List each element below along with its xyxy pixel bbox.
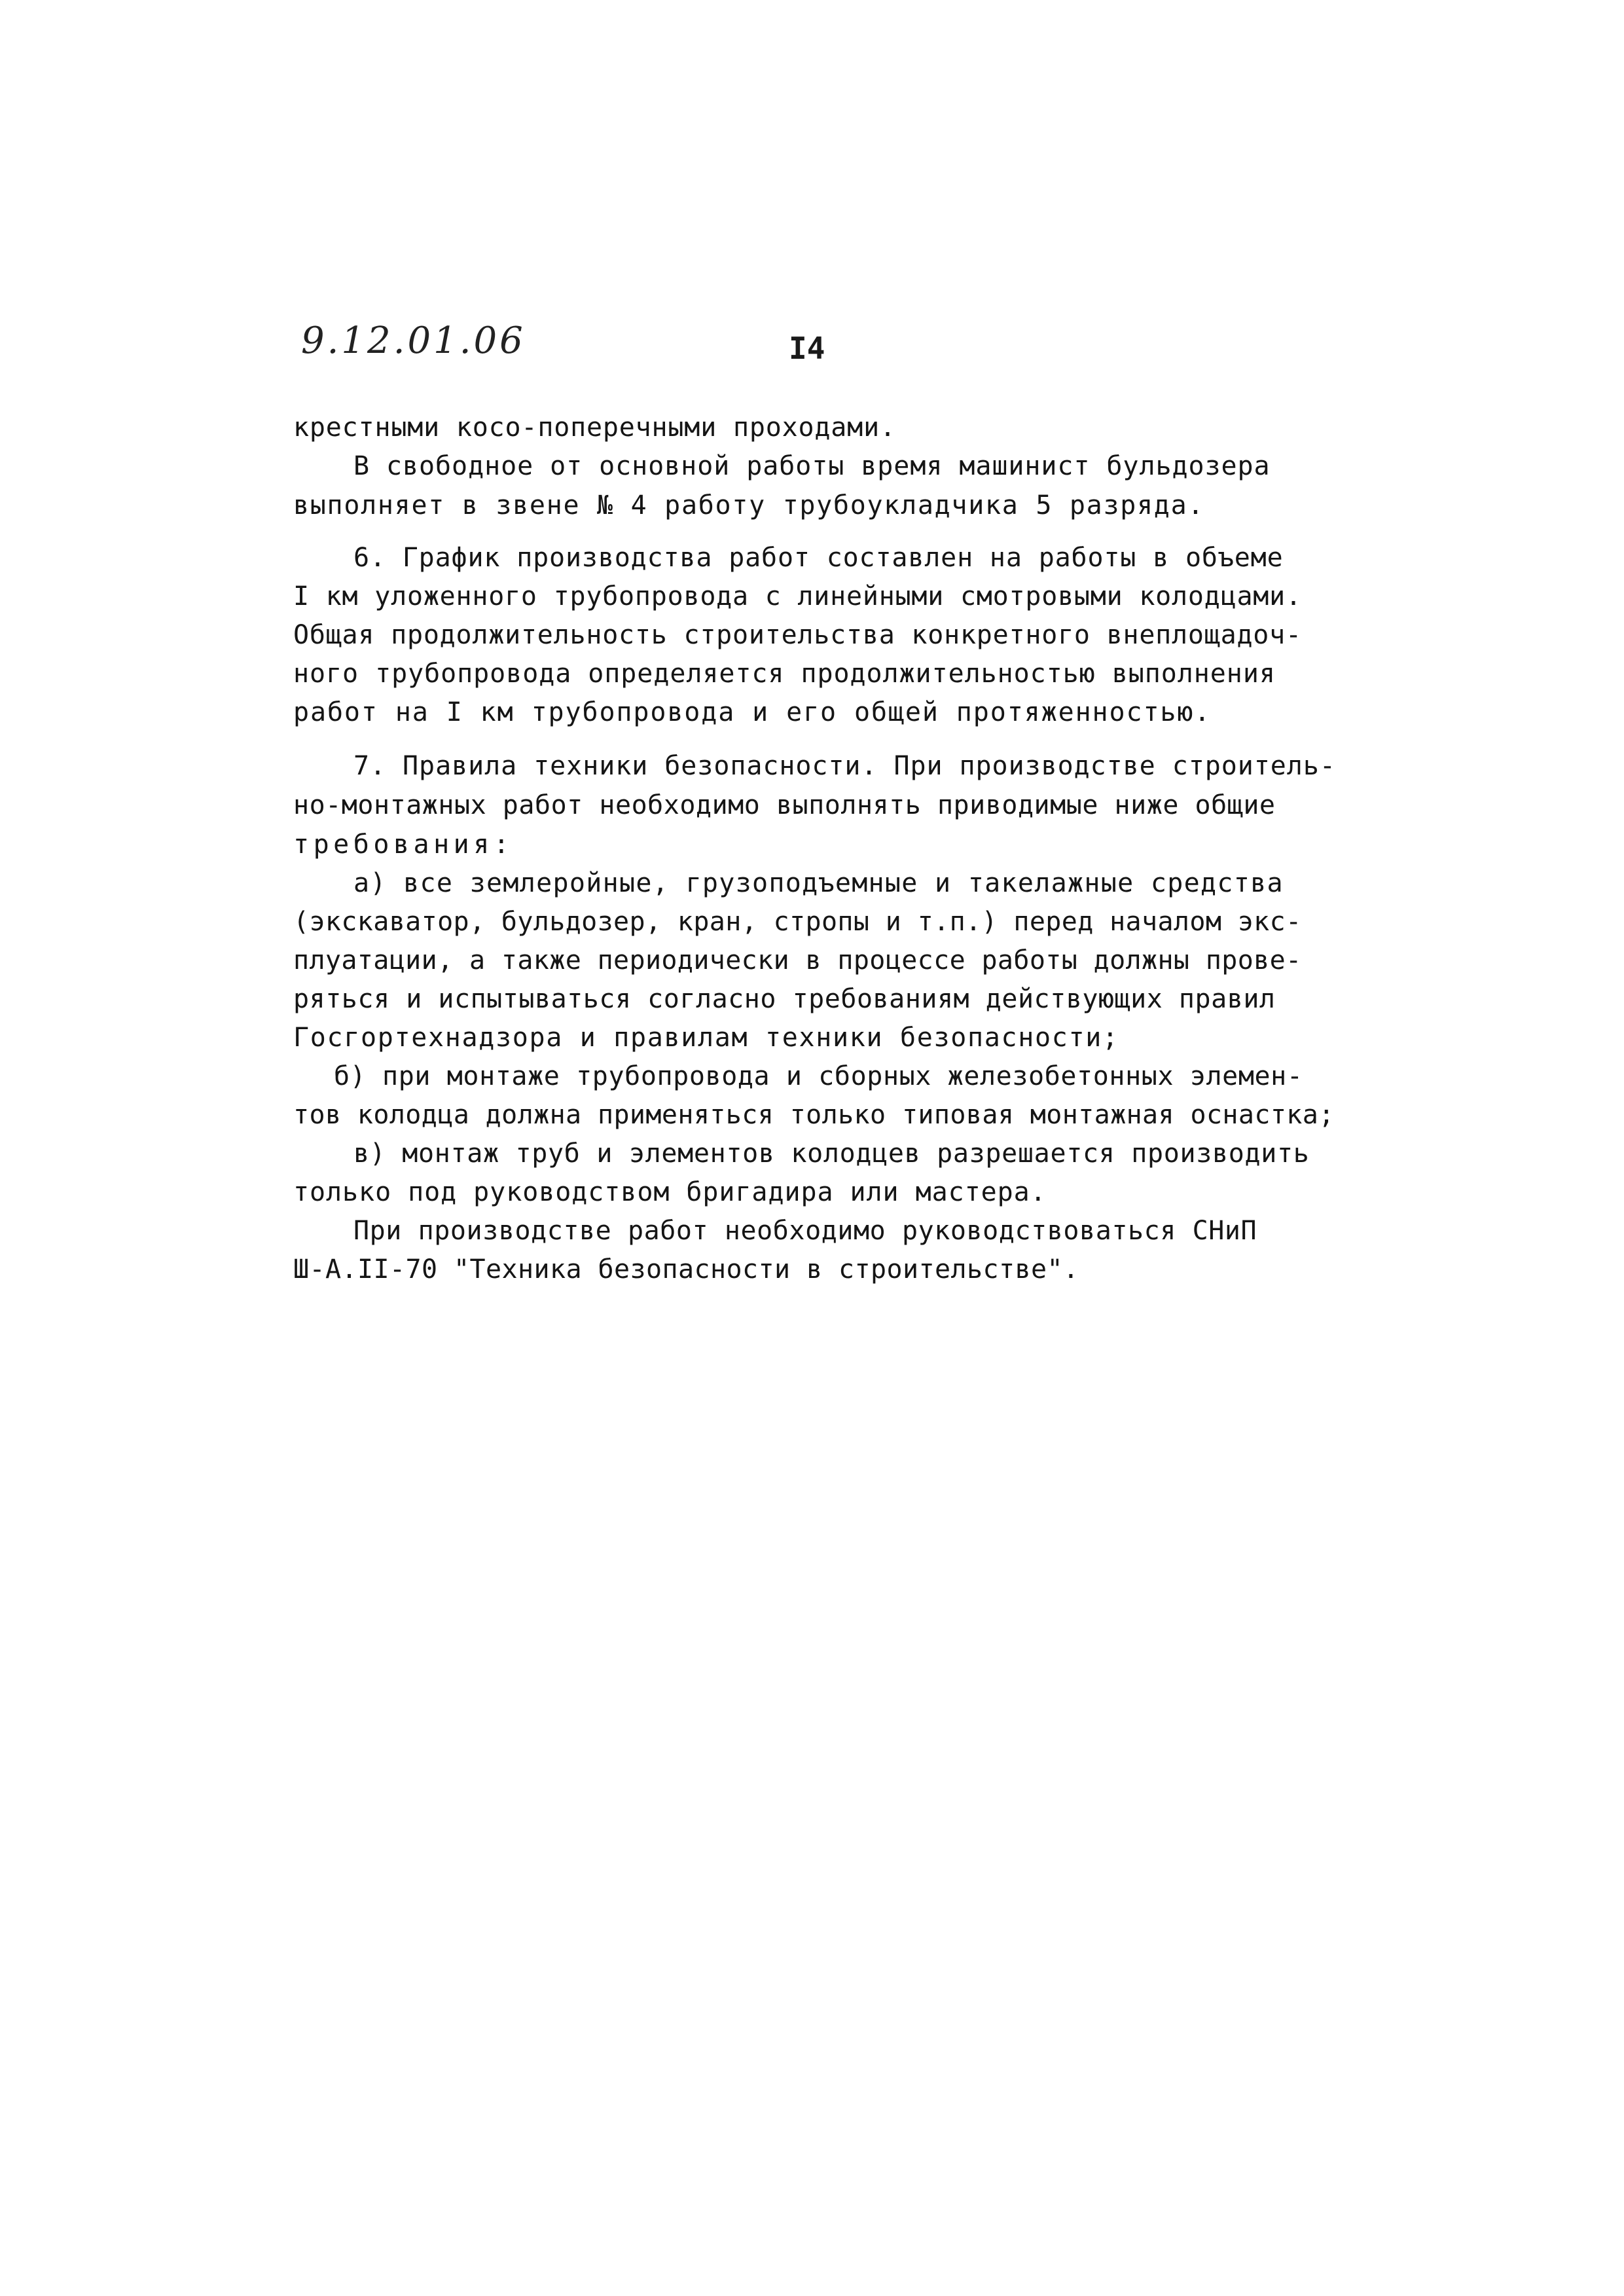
text-line: работ на I км трубопровода и его общей протяженностью. [293,697,1212,727]
text-line: 7. Правила техники безопасности. При производстве строитель- [353,751,1336,781]
text-line: а) все землеройные, грузоподъемные и такелажные средства [353,868,1284,898]
text-line: Общая продолжительность строительства конкретного внеплощадоч- [293,620,1302,650]
text-line: только под руководством бригадира или мастера. [293,1177,1047,1207]
text-line: При производстве работ необходимо руководствоваться СНиП [353,1216,1257,1246]
text-line: ряться и испытываться согласно требованиям действующих правил [293,984,1276,1014]
text-line: I км уложенного трубопровода с линейными смотровыми колодцами. [293,581,1302,611]
text-line: тов колодца должна применяться только типовая монтажная оснастка; [293,1100,1335,1130]
text-line: плуатации, а также периодически в процессе работы должны прове- [293,945,1302,975]
text-line: Госгортехнадзора и правилам техники безопасности; [293,1023,1119,1053]
text-line: Ш-А.II-70 "Техника безопасности в строительстве". [293,1254,1079,1285]
text-line: 6. График производства работ составлен на работы в объеме [353,543,1284,573]
text-line: выполняет в звене № 4 работу трубоукладчика 5 разряда. [293,490,1205,520]
text-line: требования: [293,829,514,860]
text-line: крестными косо-поперечными проходами. [293,412,896,443]
text-line: ного трубопровода определяется продолжительностью выполнения [293,659,1276,689]
document-code: 9.12.01.06 [301,319,526,362]
text-line: в) монтаж труб и элементов колодцев разрешается производить [353,1139,1310,1169]
text-line: но-монтажных работ необходимо выполнять приводимые ниже общие [293,790,1276,820]
text-line: (экскаватор, бульдозер, кран, стропы и т.п.) перед началом экс- [293,907,1302,937]
text-line: В свободное от основной работы время машинист бульдозера [353,451,1271,481]
page-number: I4 [789,331,825,366]
text-line: б) при монтаже трубопровода и сборных железобетонных элемен- [334,1061,1303,1091]
